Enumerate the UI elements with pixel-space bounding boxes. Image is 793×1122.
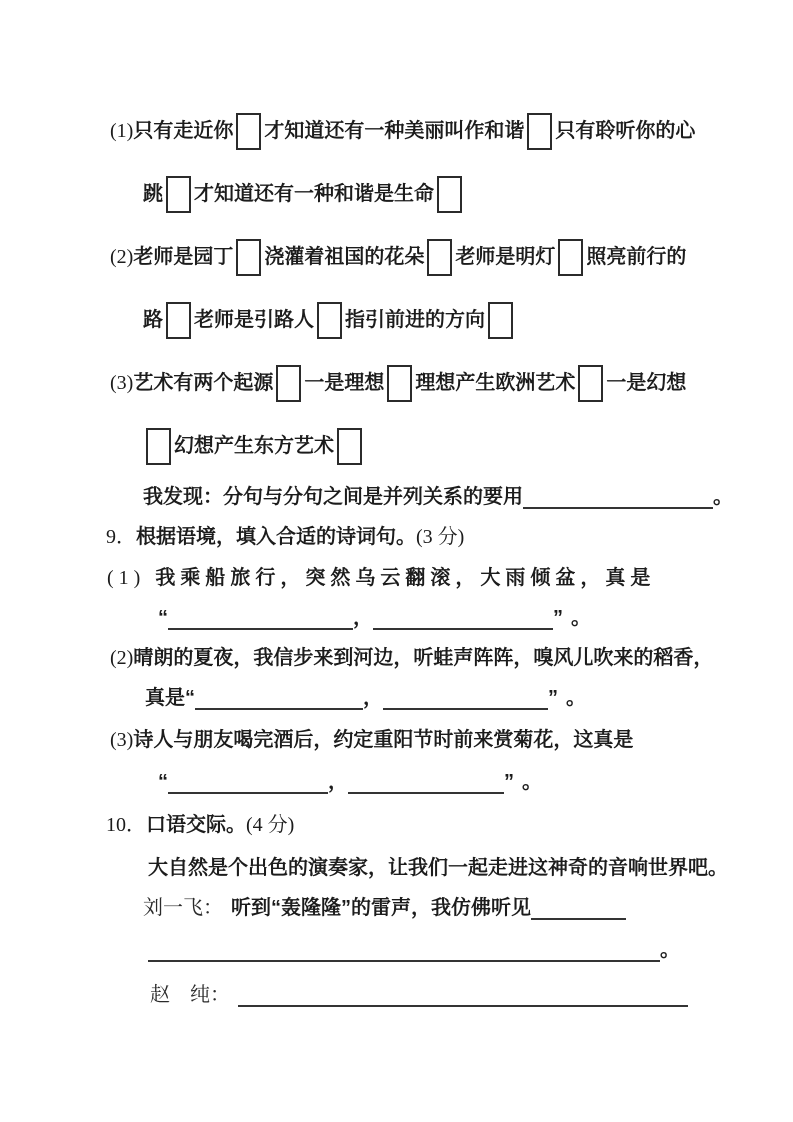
sentence-fragment: 幻想产生东方艺术 xyxy=(174,435,334,457)
answer-blank[interactable] xyxy=(168,772,328,794)
sentence-fragment: 理想产生欧洲艺术 xyxy=(415,372,576,394)
question-score: (3 分) xyxy=(416,526,465,548)
quote-mark-open: “ xyxy=(158,771,168,793)
quote-mark-close: ” xyxy=(553,607,563,629)
q10-dialog-line3 xyxy=(0,972,793,1018)
comma: ， xyxy=(363,687,383,709)
item-number: (2) xyxy=(110,246,134,268)
sentence-fragment: 浇灌着祖国的花朵 xyxy=(264,246,425,268)
answer-blank[interactable] xyxy=(531,898,626,920)
q8-item2-line2 xyxy=(0,289,793,352)
punctuation-answer-box[interactable] xyxy=(166,176,191,213)
answer-blank[interactable] xyxy=(523,487,713,509)
q8-item3-line2 xyxy=(0,415,793,478)
question-score: (4 分) xyxy=(246,814,295,836)
sentence-fragment: 跳 xyxy=(143,183,163,205)
punctuation-answer-box[interactable] xyxy=(166,302,191,339)
q9-section xyxy=(0,516,793,802)
q9-item2-answer-line xyxy=(0,678,793,718)
q10-dialog-line2 xyxy=(0,928,793,972)
period: 。 xyxy=(713,486,733,508)
sentence-fragment: 老师是明灯 xyxy=(455,246,556,268)
punctuation-answer-box[interactable] xyxy=(437,176,462,213)
sentence-fragment: 一是幻想 xyxy=(606,372,687,394)
q9-item3-sentence xyxy=(0,718,793,762)
sentence-fragment: 老师是引路人 xyxy=(194,309,314,331)
sentence-fragment: 一是理想 xyxy=(304,372,385,394)
item-number: (2) xyxy=(110,647,134,669)
question-title: 根据语境，填入合适的诗词句。 xyxy=(136,526,416,548)
q8-section xyxy=(0,100,793,516)
q10-intro-text: 大自然是个出色的演奏家，让我们一起走进这神奇的音响世界吧。 xyxy=(148,857,728,879)
punctuation-answer-box[interactable] xyxy=(146,428,171,465)
answer-blank[interactable] xyxy=(238,985,688,1007)
q9-item2-sentence xyxy=(0,638,793,678)
punctuation-answer-box[interactable] xyxy=(387,365,412,402)
answer-blank[interactable] xyxy=(195,688,363,710)
period: 。 xyxy=(522,771,542,793)
punctuation-answer-box[interactable] xyxy=(337,428,362,465)
dialog-speaker-zhaochun: 赵 纯： xyxy=(150,984,230,1006)
q8-item1-line2 xyxy=(0,163,793,226)
answer-blank[interactable] xyxy=(168,608,353,630)
answer-blank[interactable] xyxy=(383,688,548,710)
period: 。 xyxy=(660,939,680,961)
punctuation-answer-box[interactable] xyxy=(317,302,342,339)
q10-dialog-line1 xyxy=(0,888,793,928)
question-number: 10． xyxy=(106,814,146,836)
comma: ， xyxy=(353,607,373,629)
answer-blank[interactable] xyxy=(148,940,660,962)
sentence-fragment: 路 xyxy=(143,309,163,331)
question-number: 9． xyxy=(106,526,136,548)
sentence-fragment: 才知道还有一种和谐是生命 xyxy=(194,183,434,205)
punctuation-answer-box[interactable] xyxy=(578,365,603,402)
q9-item1-sentence xyxy=(0,558,793,598)
answer-blank[interactable] xyxy=(348,772,504,794)
item-number: (1) xyxy=(107,567,146,589)
sentence-fragment: 才知道还有一种美丽叫作和谐 xyxy=(264,120,525,142)
q10-section xyxy=(0,802,793,1018)
quote-mark-open: “ xyxy=(158,607,168,629)
punctuation-answer-box[interactable] xyxy=(427,239,452,276)
conclusion-text: 我发现：分句与分句之间是并列关系的要用 xyxy=(143,486,523,508)
dialog-speaker-liuyifei: 刘一飞： xyxy=(143,897,223,919)
sentence-text: 诗人与朋友喝完酒后，约定重阳节时前来赏菊花，这真是 xyxy=(133,729,634,751)
sentence-fragment: 艺术有两个起源 xyxy=(133,372,274,394)
q8-item1-line1 xyxy=(0,100,793,163)
punctuation-answer-box[interactable] xyxy=(236,113,261,150)
q8-item2-line1 xyxy=(0,226,793,289)
answer-blank[interactable] xyxy=(373,608,553,630)
question-title: 口语交际。 xyxy=(146,814,246,836)
sentence-text: 我乘船旅行，突然乌云翻滚，大雨倾盆，真是 xyxy=(155,567,656,589)
q9-item3-answer-line xyxy=(0,762,793,802)
item-number: (3) xyxy=(110,729,134,751)
punctuation-answer-box[interactable] xyxy=(236,239,261,276)
punctuation-answer-box[interactable] xyxy=(558,239,583,276)
item-number: (1) xyxy=(110,120,134,142)
punctuation-answer-box[interactable] xyxy=(527,113,552,150)
sentence-fragment: 只有走近你 xyxy=(133,120,234,142)
period: 。 xyxy=(566,687,586,709)
q9-item1-answer-line xyxy=(0,598,793,638)
sentence-fragment: 照亮前行的 xyxy=(586,246,687,268)
quote-mark-close: ” xyxy=(548,687,558,709)
quote-mark-close: ” xyxy=(504,771,514,793)
answer-prefix: 真是 xyxy=(145,687,185,709)
period: 。 xyxy=(571,607,591,629)
sentence-fragment: 只有聆听你的心 xyxy=(555,120,696,142)
q9-title-line xyxy=(0,516,793,558)
item-number: (3) xyxy=(110,372,134,394)
q10-title-line xyxy=(0,802,793,848)
comma: ， xyxy=(328,771,348,793)
quote-mark-open: “ xyxy=(185,687,195,709)
q8-conclusion-line xyxy=(0,478,793,516)
punctuation-answer-box[interactable] xyxy=(276,365,301,402)
sentence-text: 晴朗的夏夜，我信步来到河边，听蛙声阵阵，嗅风儿吹来的稻香， xyxy=(133,647,714,669)
punctuation-answer-box[interactable] xyxy=(488,302,513,339)
dialog-text: 听到“轰隆隆”的雷声，我仿佛听见 xyxy=(231,897,531,919)
q8-item3-line1 xyxy=(0,352,793,415)
sentence-fragment: 老师是园丁 xyxy=(133,246,234,268)
sentence-fragment: 指引前进的方向 xyxy=(345,309,485,331)
q10-intro-line xyxy=(0,848,793,888)
